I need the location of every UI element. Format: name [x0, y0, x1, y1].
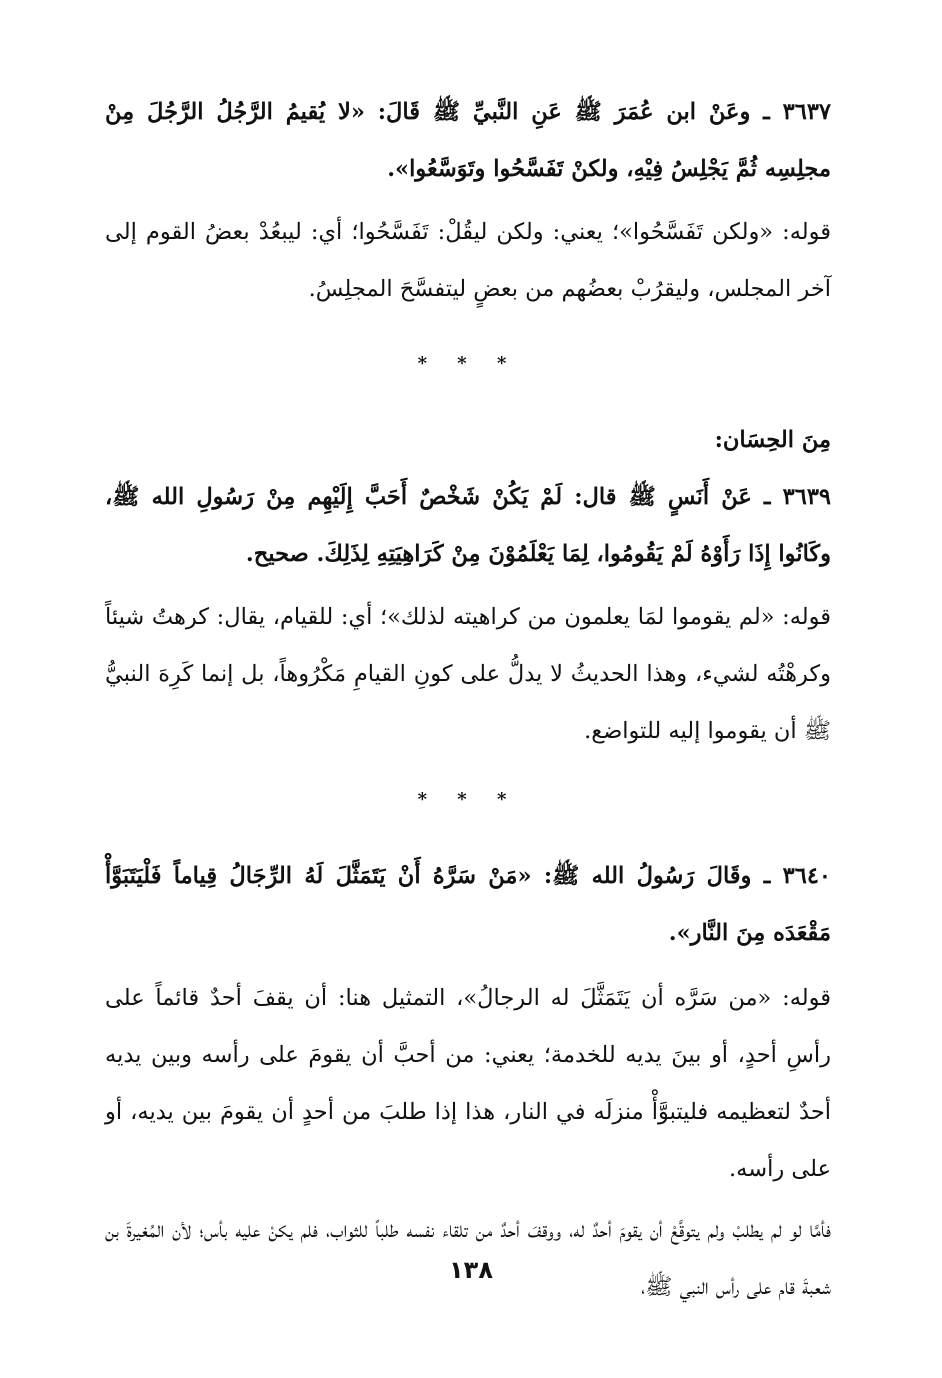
- page-body: [105, 80, 831, 1316]
- commentary-3637: قوله: «ولكن تَفَسَّحُوا»؛ يعني: ولكن ليقُلْ: تَفَسَّحُوا؛ أي: ليبعُدْ بعضُ القوم إلى آخر المجلس، وليقرُبْ بعضُهم من بعضٍ ليتفسَّحَ المجلِسُ.: [105, 219, 831, 302]
- commentary-3640: قوله: «من سَرَّه أن يَتَمَثَّلَ له الرجالُ»، التمثيل هنا: أن يقفَ أحدٌ قائماً على رأسِ أحدٍ، أو بينَ يديه للخدمة؛ يعني: من أحبَّ أن يقومَ على رأسه وبين يديه أحدٌ لتعظيمه فليتبوَّأْ منزلَه في النار، هذا إذا طلبَ من أحدٍ أن يقومَ بين يديه، أو على رأسه.: [105, 985, 831, 1182]
- section-separator: * * *: [417, 353, 519, 374]
- section-separator: * * *: [417, 789, 519, 810]
- hadith-3639: ٣٦٣٩ ـ عَنْ أَنَسٍ ﷺ قال: لَمْ يَكُنْ شَخْصٌ أَحَبَّ إِلَيْهِم مِنْ رَسُولِ الله ﷺ، وكَانُوا إِذَا رَأَوْهُ لَمْ يَقُومُوا، لِمَا يَعْلَمُوْنَ مِنْ كَرَاهِيَتِهِ لِذَلِكَ. صحيح.: [105, 484, 831, 567]
- commentary-3640-continued: فأمَّا لو لم يطلبْ ولم يتوقَّعْ أن يقومَ أحدٌ له، ووقفَ أحدٌ من تلقاء نفسه طلباً للثواب، فلم يكنْ عليه بأس؛ لأن المُغيرةَ بن شعبةَ قام على رأس النبي ﷺ،: [105, 1217, 831, 1300]
- hadith-3640: ٣٦٤٠ ـ وقَالَ رَسُولُ الله ﷺ: «مَنْ سَرَّهُ أَنْ يَتَمَثَّلَ لَهُ الرِّجَالُ قِياماً فَلْيَتَبَوَّأْ مَقْعَدَه مِنَ النَّار».: [105, 863, 831, 946]
- page-number: ١٣٨: [449, 1256, 493, 1284]
- hadith-3637: ٣٦٣٧ ـ وعَنْ ابن عُمَرَ ﷺ عَنِ النَّبيِّ ﷺ قَالَ: «لا يُقيمُ الرَّجُلُ الرَّجُلَ مِنْ مجلِسِه ثُمَّ يَجْلِسُ فِيْهِ، ولكنْ تَفَسَّحُوا وتَوَسَّعُوا».: [105, 99, 831, 182]
- commentary-3639: قوله: «لم يقوموا لمَا يعلمون من كراهيته لذلك»؛ أي: للقيام، يقال: كرهتُ شيئاً وكرهْتُه لشيء، وهذا الحديثُ لا يدلُّ على كونِ القيامِ مَكْرُوهاً، بل إنما كَرِهَ النبيُّ ﷺ أن يقوموا إليه للتواضع.: [105, 604, 831, 744]
- section-heading: مِنَ الحِسَان:: [714, 427, 831, 453]
